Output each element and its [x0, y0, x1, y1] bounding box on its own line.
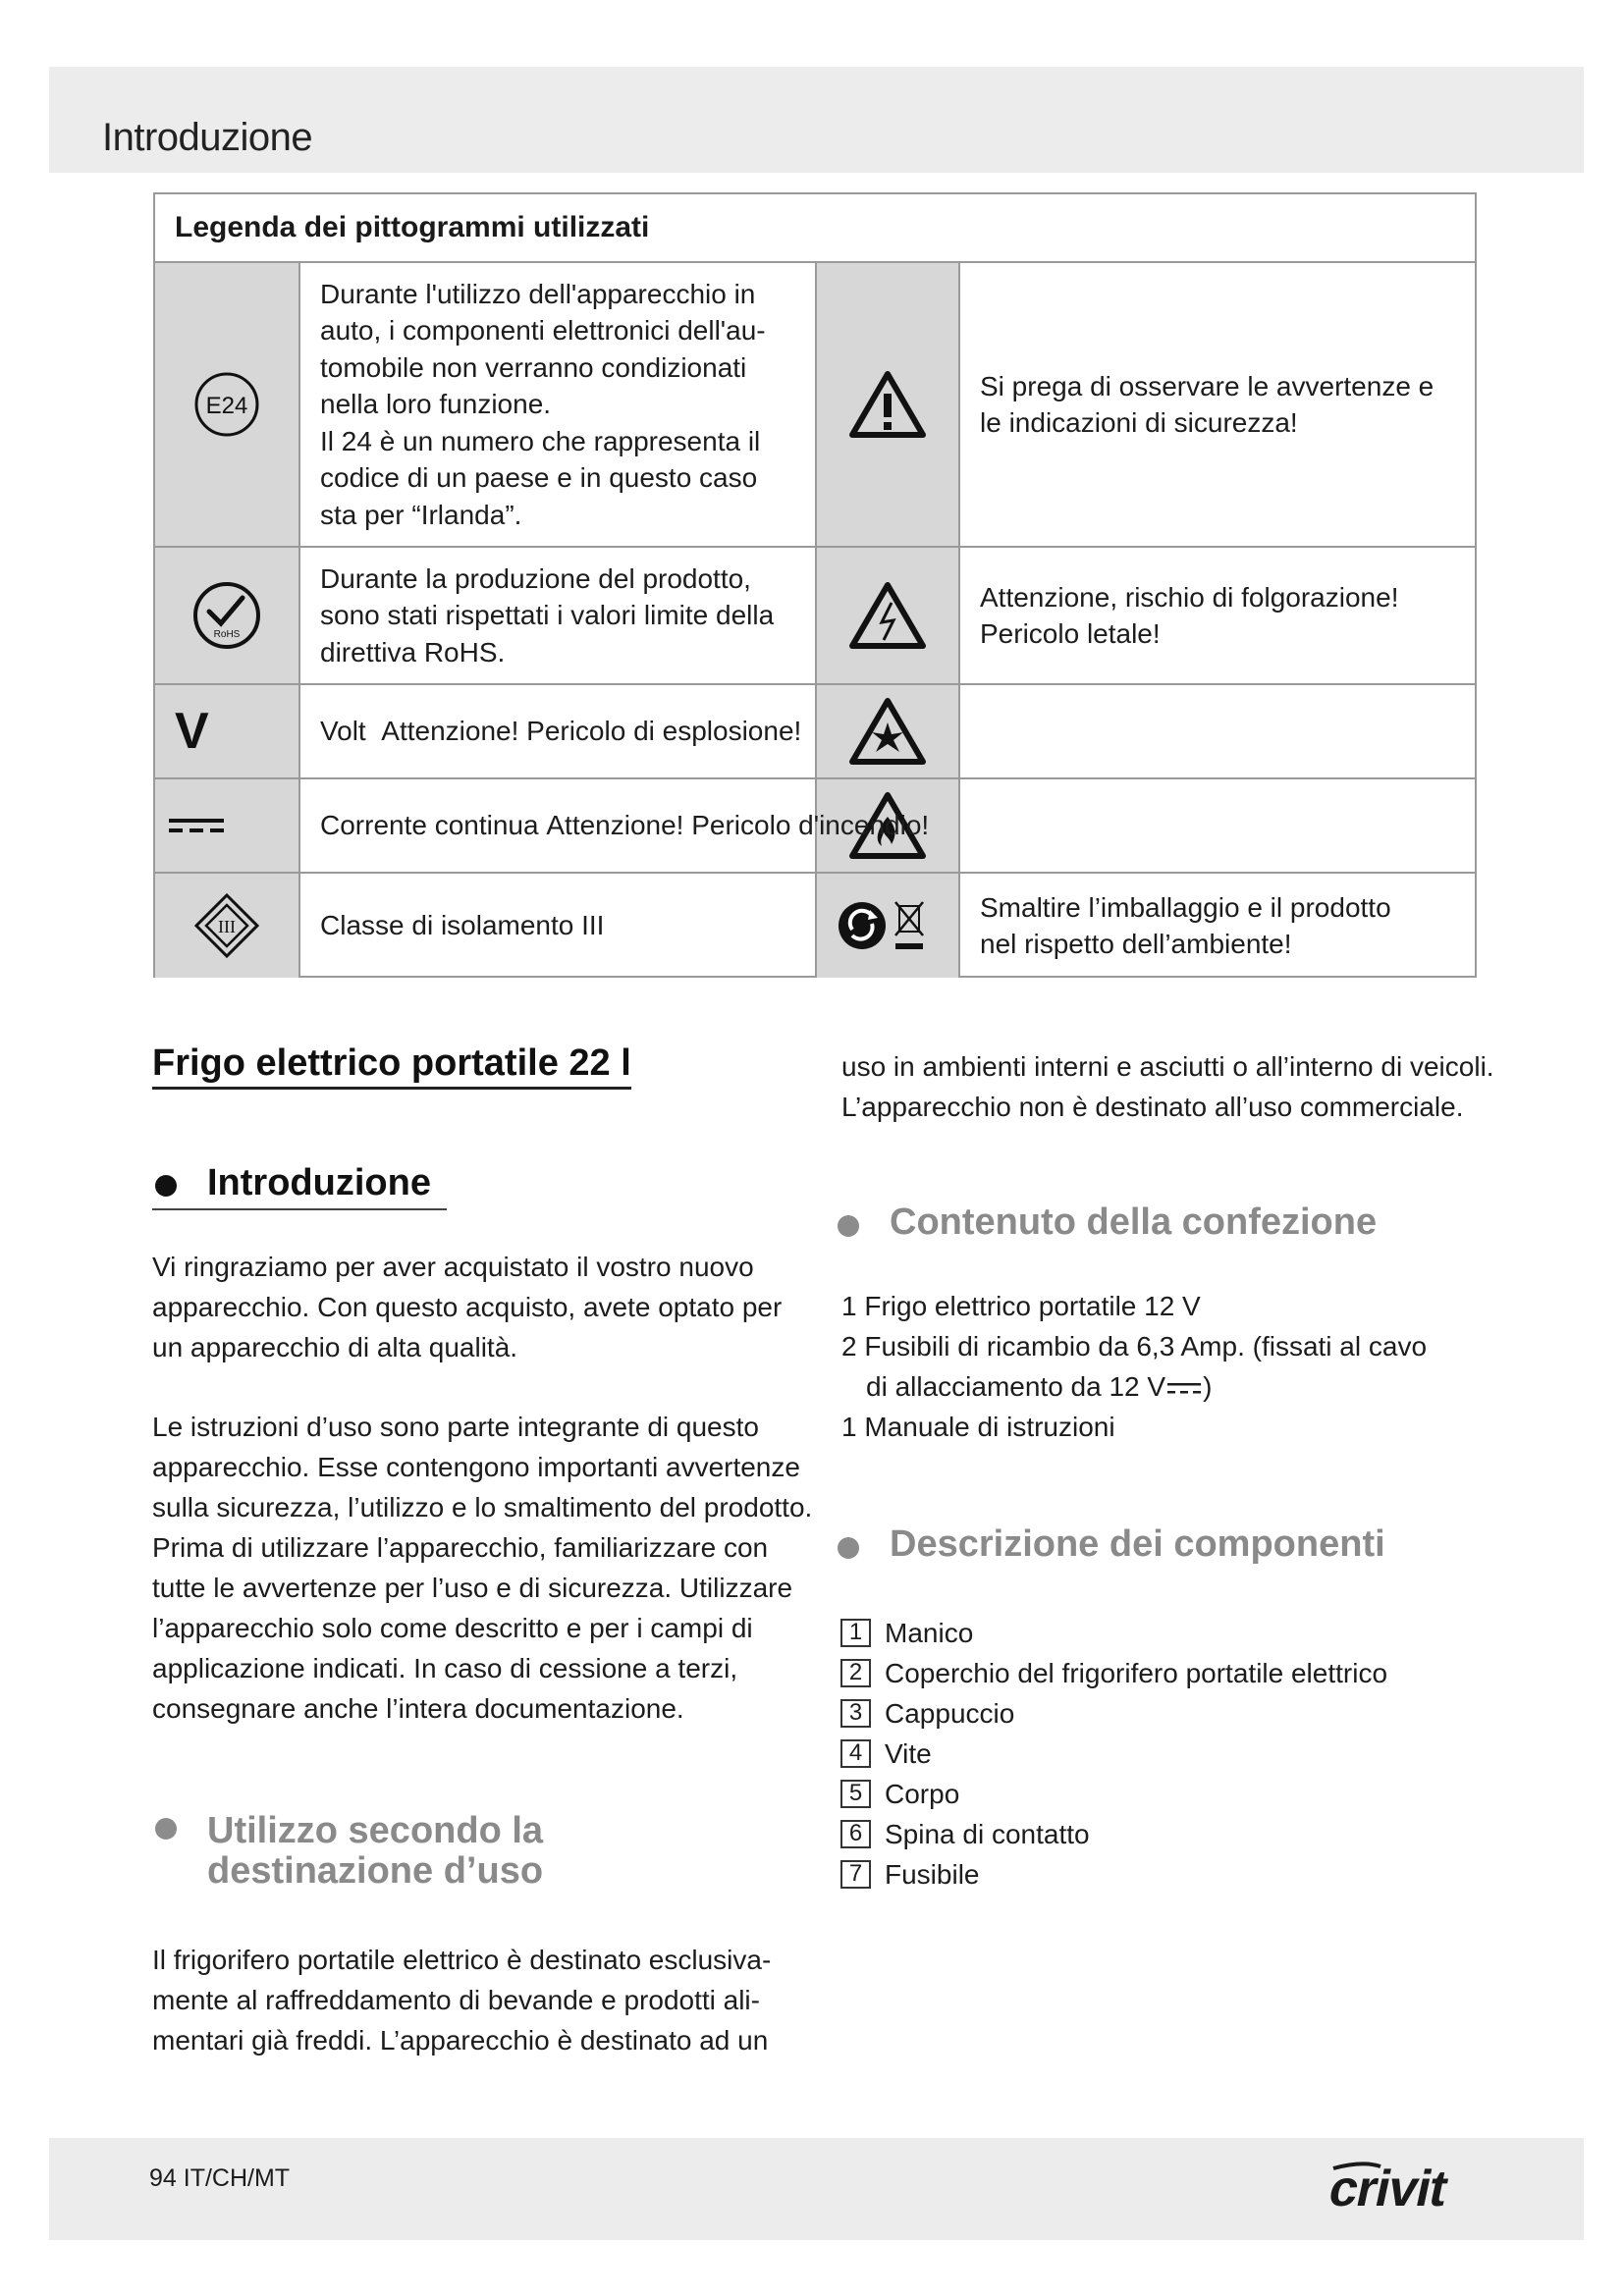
- section-bullet-icon: [838, 1215, 859, 1237]
- disposal-icon-cell: [817, 874, 958, 978]
- warning-triangle-icon: [848, 370, 927, 439]
- component-number: 3: [840, 1699, 871, 1728]
- section-bullet-icon: [838, 1537, 859, 1559]
- intro-paragraph-2: Le istruzioni d’uso sono parte integrante di questo apparecchio. Esse contengono importanti avvertenze sulla sicurezza, l’utilizzo e lo smaltimento del prodotto. Prima di utilizzare l’apparecchio, familiarizzare con tutte le avvertenze per l’uso e di sicurezza. Utilizzare l’apparecchio solo come descritto e per i campi di applicazione indicati. In caso di cessione a terzi, consegnare anche l’intera documentazione.: [152, 1412, 813, 1724]
- e24-icon: [192, 370, 261, 439]
- section-components-label: Descrizione dei componenti: [890, 1523, 1385, 1565]
- component-label: Vite: [885, 1737, 932, 1769]
- rohs-icon-label: RoHS: [213, 629, 241, 640]
- rohs-description: Durante la produzione del prodotto, sono stati rispettati i valori limite della direttiva RoHS.: [320, 562, 775, 667]
- component-label: Coperchio del frigorifero portatile elettrico: [885, 1657, 1388, 1688]
- component-number: 6: [840, 1820, 871, 1848]
- dc-icon-cell: [155, 779, 298, 872]
- product-title: Frigo elettrico portatile 22 l: [152, 1042, 631, 1090]
- component-label: Spina di contatto: [885, 1818, 1090, 1849]
- page-title: Introduzione: [102, 116, 313, 159]
- class3-icon-label: III: [218, 917, 236, 936]
- section-package-contents-heading: [835, 1202, 1377, 1243]
- section-introduction-label: Introduzione: [207, 1162, 431, 1203]
- volt-icon-cell: [155, 685, 298, 777]
- e24-icon-label: E24: [205, 393, 248, 419]
- package-item-continued: [841, 1366, 1427, 1407]
- shock-icon-cell: [817, 548, 958, 683]
- page-number: 94 IT/CH/MT: [149, 2164, 291, 2192]
- volt-description: Volt: [320, 716, 366, 747]
- recycling-disposal-icon: [837, 894, 939, 957]
- section-package-contents-label: Contenuto della confezione: [890, 1201, 1378, 1243]
- warning-icon-cell: [817, 263, 958, 546]
- intended-use-paragraph: Il frigorifero portatile elettrico è destinato esclusiva- mente al raffreddamento di bevande e prodotti ali- mentari già freddi. L’apparecchio è destinato ad un: [152, 1945, 772, 2056]
- package-contents-list: [841, 1286, 1427, 1447]
- electric-shock-icon: [848, 581, 927, 650]
- intended-use-paragraph-continued: uso in ambienti interni e asciutti o all’interno di veicoli. L’apparecchio non è destinato all’uso commerciale.: [841, 1051, 1494, 1122]
- volt-row-text: [300, 685, 815, 777]
- pictogram-legend-table: [153, 192, 1477, 978]
- component-number: 7: [840, 1860, 871, 1889]
- disposal-description: Smaltire l’imballaggio e il prodotto nel rispetto dell’ambiente!: [980, 891, 1391, 959]
- shock-description: Attenzione, rischio di folgorazione! Pericolo letale!: [980, 581, 1399, 649]
- intro-paragraph-1: Vi ringraziamo per aver acquistato il vostro nuovo apparecchio. Con questo acquisto, avete optato per un apparecchio di alta qualità.: [152, 1252, 783, 1362]
- component-item: [840, 1814, 1387, 1854]
- component-item: [840, 1854, 1387, 1895]
- rohs-check-icon: [191, 580, 262, 651]
- fire-description: Attenzione! Pericolo d'incendio!: [546, 810, 930, 841]
- class3-icon-cell: [155, 874, 298, 978]
- component-label: Manico: [885, 1617, 974, 1648]
- legend-header: [155, 194, 1475, 263]
- rohs-icon-cell: [155, 548, 298, 683]
- e24-description: Durante l'utilizzo dell'apparecchio in auto, i componenti elettronici dell'au- tomobile non verranno condizionati nella loro funzione. Il 24 è un numero che rappresenta il codice di un paese e in questo caso sta per “Irlanda”.: [320, 278, 766, 530]
- package-item-continued-text: di allacciamento da 12 V: [866, 1371, 1166, 1402]
- component-item: [840, 1734, 1387, 1774]
- explosion-icon-cell: [817, 685, 958, 777]
- section-bullet-icon: [155, 1818, 177, 1840]
- component-label: Corpo: [885, 1778, 960, 1809]
- dc-row-text: [300, 779, 930, 872]
- volt-icon: V: [175, 703, 209, 760]
- explosion-icon: [848, 697, 927, 766]
- explosion-description: Attenzione! Pericolo di esplosione!: [381, 716, 802, 747]
- component-number: 1: [840, 1619, 871, 1647]
- package-item: 2 Fusibili di ricambio da 6,3 Amp. (fissati al cavo: [841, 1331, 1428, 1362]
- e24-icon-cell: [155, 263, 298, 546]
- component-number: 5: [840, 1780, 871, 1808]
- package-item: 1 Manuale di istruzioni: [841, 1412, 1115, 1442]
- section-components-heading: [835, 1524, 1385, 1565]
- component-item: [840, 1693, 1387, 1734]
- section-introduction-heading: [152, 1162, 447, 1210]
- component-label: Fusibile: [885, 1858, 980, 1890]
- class3-description: Classe di isolamento III: [320, 910, 605, 941]
- crivit-logo: [1324, 2155, 1471, 2217]
- component-number: 4: [840, 1739, 871, 1768]
- components-list: [840, 1613, 1387, 1895]
- component-label: Cappuccio: [885, 1697, 1015, 1729]
- direct-current-icon: [169, 816, 224, 835]
- section-intended-use-label: Utilizzo secondo la destinazione d’uso: [207, 1810, 544, 1892]
- package-item: 1 Frigo elettrico portatile 12 V: [841, 1291, 1201, 1321]
- section-bullet-icon: [155, 1175, 177, 1197]
- component-item: [840, 1613, 1387, 1653]
- component-number: 2: [840, 1659, 871, 1687]
- section-intended-use-heading: [152, 1811, 543, 1892]
- dc-description: Corrente continua: [320, 810, 539, 841]
- component-item: [840, 1774, 1387, 1814]
- component-item: [840, 1653, 1387, 1693]
- warning-description: Si prega di osservare le avvertenze e le indicazioni di sicurezza!: [980, 370, 1435, 438]
- legend-heading: Legenda dei pittogrammi utilizzati: [175, 211, 650, 243]
- direct-current-icon: [1167, 1381, 1201, 1397]
- package-item-continued-suffix: ): [1203, 1371, 1213, 1402]
- insulation-class-3-icon: [194, 893, 259, 958]
- crivit-logo-text: crivit: [1324, 2160, 1453, 2217]
